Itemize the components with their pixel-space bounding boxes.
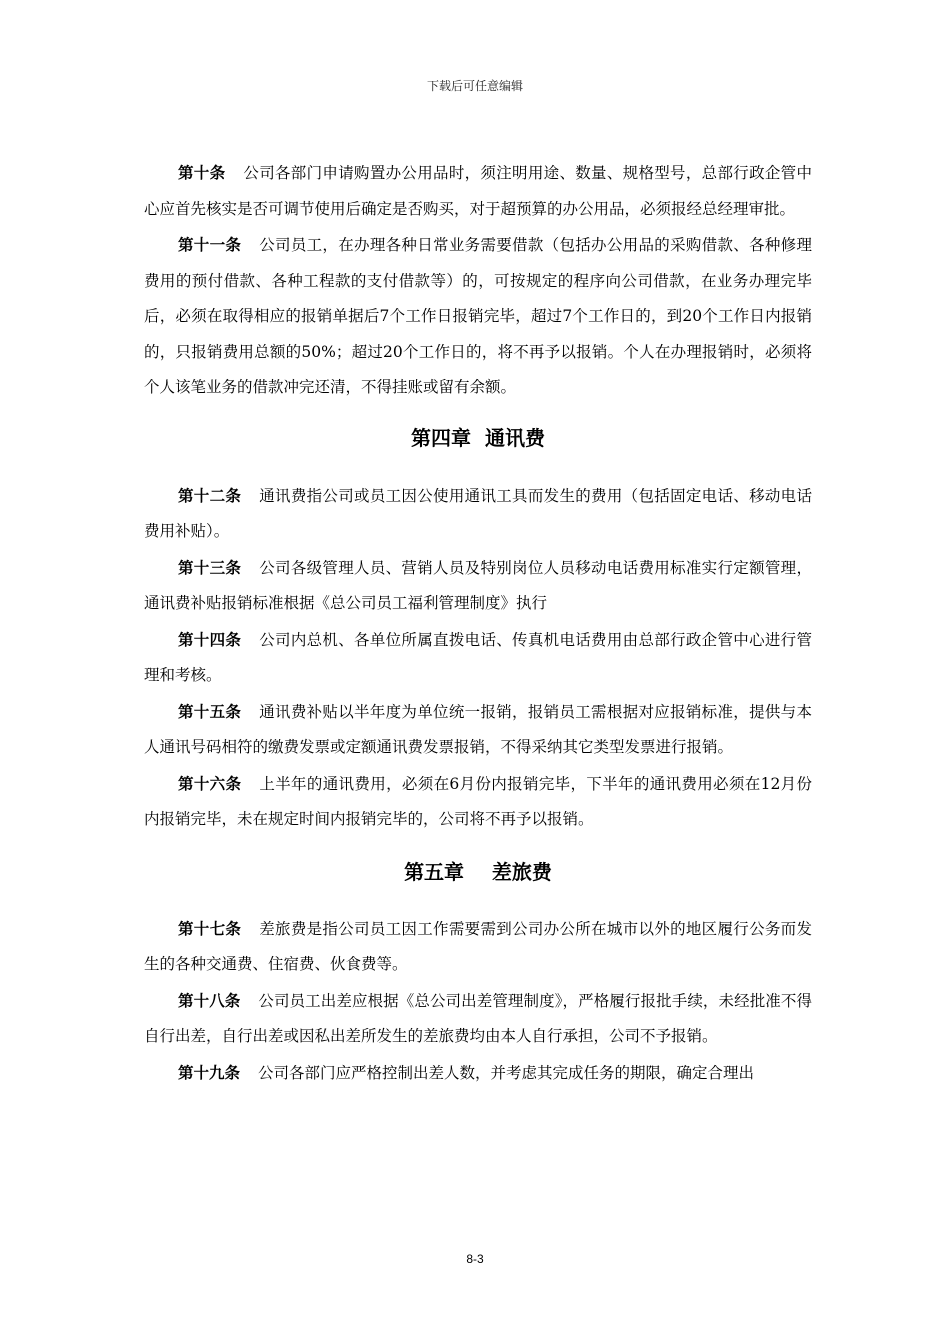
article-label: 第十九条 [178,1062,241,1082]
article-text: 公司员工，在办理各种日常业务需要借款（包括办公用品的采购借款、各种修理费用的预付借款、各种工程款的支付借款等）的，可按规定的程序向公司借款，在业务办理完毕后，必须在取得相应的报销单据后7个工作日报销完毕，超过7个工作日的，到20个工作日内报销的，只报销费用总额的50%；超过20个工作日的，将不再予以报销。个人在办理报销时，必须将个人该笔业务的借款冲完还清，不得挂账或留有余额。 [144,236,812,396]
article-label: 第十条 [178,163,226,182]
article-13 [144,550,812,622]
article-19 [144,1055,812,1092]
page-number: 8-3 [466,1252,484,1266]
article-17 [144,911,812,983]
article-label: 第十五条 [178,701,242,721]
article-label: 第十四条 [178,629,242,649]
article-label: 第十八条 [178,990,241,1010]
article-16 [144,766,812,838]
article-label: 第十六条 [178,773,242,793]
article-18 [144,983,812,1055]
article-label: 第十三条 [178,557,242,577]
article-text: 差旅费是指公司员工因工作需要需到公司办公所在城市以外的地区履行公务而发生的各种交通费、住宿费、伙食费等。 [144,919,812,973]
article-label: 第十七条 [178,918,242,938]
page-header: 下载后可任意编辑 [426,79,523,93]
article-15 [144,694,812,766]
article-label: 第十一条 [178,235,242,254]
article-text: 通讯费补贴以半年度为单位统一报销，报销员工需根据对应报销标准，提供与本人通讯号码相符的缴费发票或定额通讯费发票报销，不得采纳其它类型发票进行报销。 [144,702,812,756]
chapter-5-title: 第五章 差旅费 [404,859,552,884]
article-text: 上半年的通讯费用，必须在6月份内报销完毕，下半年的通讯费用必须在12月份内报销完毕，未在规定时间内报销完毕的，公司将不再予以报销。 [144,774,812,828]
article-text: 通讯费指公司或员工因公使用通讯工具而发生的费用（包括固定电话、移动电话费用补贴）。 [144,486,812,540]
article-12 [144,478,812,550]
article-11 [144,227,812,406]
article-text: 公司内总机、各单位所属直拨电话、传真机电话费用由总部行政企管中心进行管理和考核。 [144,630,812,684]
article-text: 公司员工出差应根据《总公司出差管理制度》，严格履行报批手续，未经批准不得自行出差，自行出差或因私出差所发生的差旅费均由本人自行承担，公司不予报销。 [144,991,812,1045]
article-text: 公司各部门应严格控制出差人数，并考虑其完成任务的期限，确定合理出 [258,1063,755,1082]
article-text: 公司各级管理人员、营销人员及特别岗位人员移动电话费用标准实行定额管理，通讯费补贴报销标准根据《总公司员工福利管理制度》执行 [144,558,812,612]
document-body [144,155,812,1091]
article-10 [144,155,812,227]
article-label: 第十二条 [178,485,242,505]
chapter-4-title: 第四章 通讯费 [411,425,545,450]
article-14 [144,622,812,694]
article-text: 公司各部门申请购置办公用品时，须注明用途、数量、规格型号，总部行政企管中心应首先核实是否可调节使用后确定是否购买，对于超预算的办公用品，必须报经总经理审批。 [144,164,812,218]
